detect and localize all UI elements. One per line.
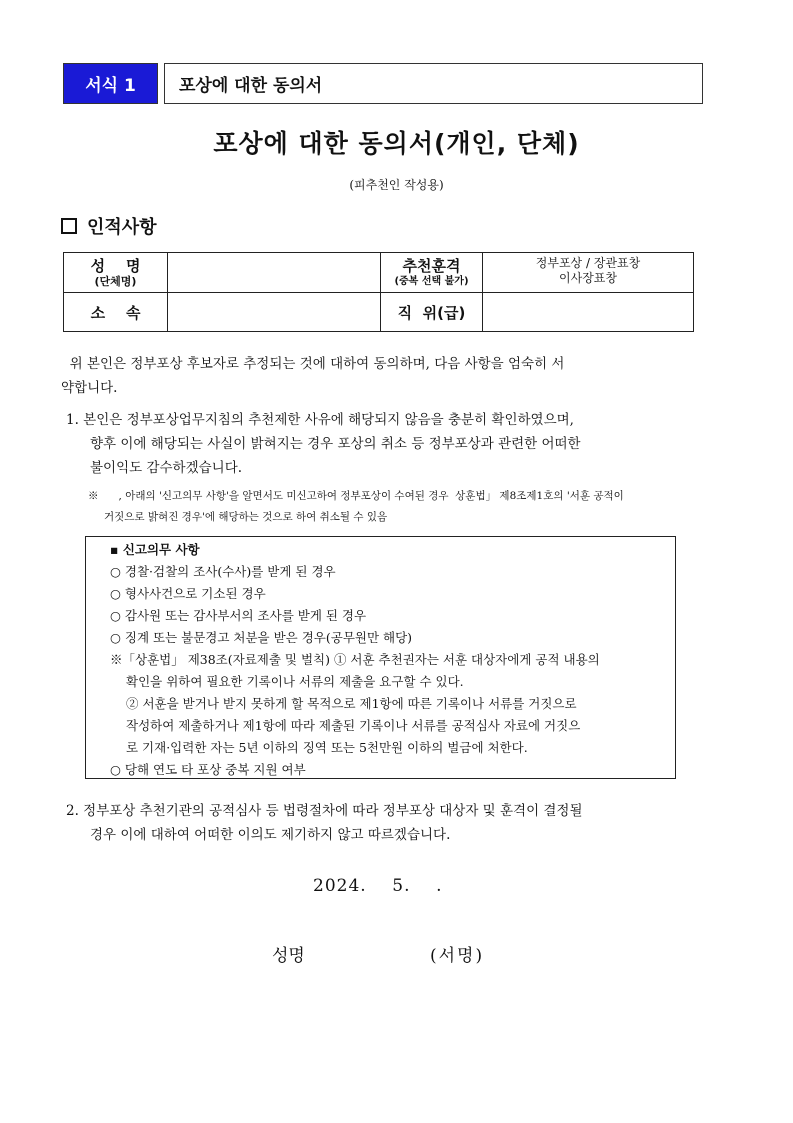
item1-line: 1. 본인은 정부포상업무지침의 추천제한 사유에 해당되지 않음을 충분히 확인하였으며,	[66, 412, 574, 428]
position-label: 직 위(급)	[381, 293, 483, 332]
name-field[interactable]	[168, 253, 381, 293]
pledge-item-2	[66, 799, 726, 847]
pledge-item-1	[66, 408, 726, 480]
name-label: 성 명	[90, 257, 141, 275]
affiliation-field[interactable]	[168, 293, 381, 332]
award-label: 추천훈격	[402, 257, 461, 275]
form-number-tag: 서식 1	[63, 63, 158, 104]
position-field[interactable]	[483, 293, 694, 332]
item2-line: 경우 이에 대하여 어떠한 이의도 제기하지 않고 따르겠습니다.	[90, 827, 451, 843]
rules-line: 확인을 위하여 필요한 기록이나 서류의 제출을 요구할 수 있다.	[126, 674, 464, 689]
affiliation-label: 소 속	[64, 293, 168, 332]
page-subtitle: (피추천인 작성용)	[349, 178, 444, 192]
form-name: 포상에 대한 동의서	[164, 63, 703, 104]
item2-line: 2. 정부포상 추천기관의 공적심사 등 법령절차에 따라 정부포상 대상자 및 훈격이 결정될	[66, 803, 583, 819]
rules-line: ○ 당해 연도 타 포상 중복 지원 여부	[110, 762, 306, 777]
rules-line: 로 기재·입력한 자는 5년 이하의 징역 또는 5천만원 이하의 벌금에 처한다.	[126, 740, 528, 755]
rules-line: ② 서훈을 받거나 받지 못하게 할 목적으로 제1항에 따른 기록이나 서류를 거짓으로	[126, 696, 577, 711]
rules-heading: ▪ 신고의무 사항	[110, 542, 200, 557]
award-options-cell[interactable]	[483, 253, 694, 293]
rules-line: ○ 형사사건으로 기소된 경우	[110, 586, 266, 601]
signing-date: 2024. 5. .	[313, 876, 443, 896]
form-header	[63, 63, 703, 104]
rules-line: ○ 감사원 또는 감사부서의 조사를 받게 된 경우	[110, 608, 367, 623]
award-options-line2: 이사장표창	[559, 271, 617, 285]
intro-line: 위 본인은 정부포상 후보자로 추정되는 것에 대하여 동의하며, 다음 사항을 엄숙히 서	[61, 356, 565, 372]
note-line: 거짓으로 밝혀진 경우'에 해당하는 것으로 하여 취소될 수 있음	[104, 511, 388, 523]
section-heading	[61, 213, 157, 239]
personal-info-table	[63, 252, 694, 332]
cancellation-note	[88, 486, 728, 528]
section-title: 인적사항	[87, 217, 157, 238]
name-label-cell	[64, 253, 168, 293]
item1-line: 향후 이에 해당되는 사실이 밝혀지는 경우 포상의 취소 등 정부포상과 관련한 어떠한	[90, 436, 581, 452]
award-options-line1: 정부포상 / 장관표창	[535, 256, 641, 270]
rules-line: ○ 징계 또는 불문경고 처분을 받은 경우(공무원만 해당)	[110, 630, 413, 645]
rules-line: 작성하여 제출하거나 제1항에 따라 제출된 기록이나 서류를 공적심사 자료에 거짓으	[126, 718, 581, 733]
note-line: ※ , 아래의 '신고의무 사항'을 알면서도 미신고하여 정부포상이 수여된 경우 상훈법」 제8조제1호의 '서훈 공적이	[88, 490, 624, 502]
item1-line: 불이익도 감수하겠습니다.	[90, 460, 243, 476]
intro-paragraph	[61, 352, 721, 400]
name-sublabel: (단체명)	[94, 275, 137, 288]
intro-line: 약합니다.	[61, 380, 118, 396]
rules-line: ※「상훈법」 제38조(자료제출 및 벌칙) ① 서훈 추천권자는 서훈 대상자에게 공적 내용의	[110, 652, 600, 667]
signature-name-label: 성명	[272, 946, 305, 966]
reporting-obligations-box	[85, 536, 676, 779]
award-sublabel: (중복 선택 불가)	[394, 276, 469, 287]
checkbox-square-icon	[61, 218, 77, 234]
page-title: 포상에 대한 동의서(개인, 단체)	[213, 129, 580, 158]
signature-field[interactable]: (서명)	[430, 946, 485, 966]
award-label-cell	[381, 253, 483, 293]
rules-line: ○ 경찰·검찰의 조사(수사)를 받게 된 경우	[110, 564, 336, 579]
